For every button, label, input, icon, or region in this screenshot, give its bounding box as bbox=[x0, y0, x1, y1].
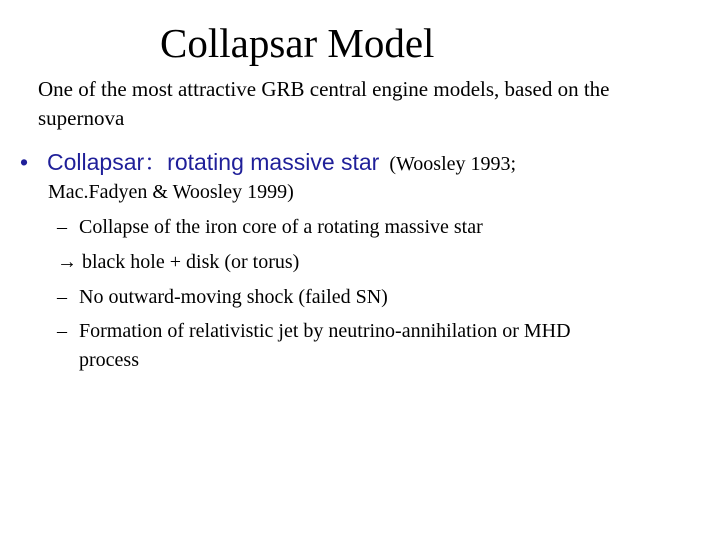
sub-item-jet bbox=[57, 317, 571, 346]
sub-item-result: → black hole + disk (or torus) bbox=[57, 251, 300, 273]
dash-marker: – bbox=[57, 216, 67, 238]
sub-item-text: No outward-moving shock (failed SN) bbox=[79, 286, 388, 308]
sub-item-no-shock bbox=[57, 283, 388, 312]
dash-marker: – bbox=[57, 286, 67, 308]
dash-marker: – bbox=[57, 320, 67, 342]
bullet-main-text: Collapsar：rotating massive star bbox=[47, 149, 380, 175]
intro-paragraph: One of the most attractive GRB central engine models, based on the supernova bbox=[38, 77, 610, 130]
sub-item-text: Formation of relativistic jet by neutrino-annihilation or MHD bbox=[79, 320, 571, 342]
sub-item-text: Collapse of the iron core of a rotating massive star bbox=[79, 216, 483, 238]
sub-item-jet-continued: process bbox=[79, 349, 139, 371]
bullet-citation-continued: Mac.Fadyen & Woosley 1999) bbox=[48, 181, 294, 203]
bullet-citation-first: (Woosley 1993; bbox=[389, 153, 517, 175]
bullet-item bbox=[20, 144, 700, 177]
bullet-marker: • bbox=[20, 149, 29, 175]
sub-item-collapse bbox=[57, 213, 483, 242]
slide-title: Collapsar Model bbox=[160, 20, 435, 66]
